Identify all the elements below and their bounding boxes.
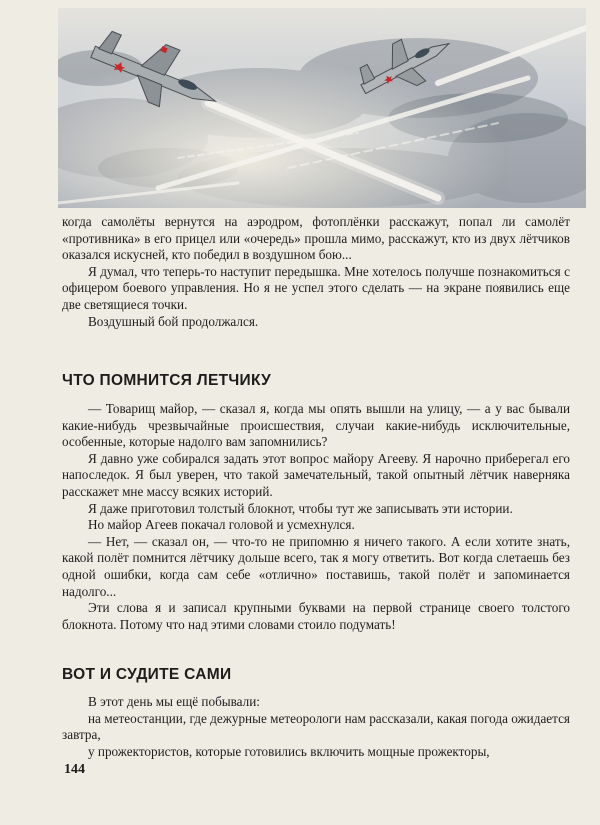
paragraph: В этот день мы ещё побывали:	[88, 694, 260, 709]
paragraph: на метеостанции, где дежурные метеорологи нам рассказали, какая погода ожидается завтра,	[62, 710, 570, 743]
paragraph: Я даже приготовил толстый блокнот, чтобы тут же записывать эти истории.	[88, 500, 513, 516]
section-heading: ЧТО ПОМНИТСЯ ЛЕТЧИКУ	[62, 372, 272, 389]
paragraph: — Товарищ майор, — сказал я, когда мы опять вышли на улицу, — а у вас бывали какие-нибудь чрезвычайные происшествия, случаи какие-нибудь исключительные, особенные, которые надолго вам запомнились?	[62, 401, 570, 450]
paragraph: Но майор Агеев покачал головой и усмехнулся.	[88, 517, 355, 533]
paragraph: Воздушный бой продолжался.	[88, 313, 259, 329]
paragraph: — Нет, — сказал он, — что-то не припомню я ничего такого. А если хотите знать, какой полёт помнится лётчику дольше всего, так я могу ответить. Вот когда слетаешь без одной ошибки, когда сам себе «отлично» поставишь, такой полёт и запоминается надолго...	[62, 533, 570, 599]
section-heading: ВОТ И СУДИТЕ САМИ	[62, 666, 232, 683]
section-2-text	[62, 694, 570, 760]
page-number: 144	[64, 762, 85, 777]
dogfight-illustration	[58, 8, 586, 208]
section-1-text	[62, 401, 570, 633]
paragraph: когда самолёты вернутся на аэродром, фотоплёнки расскажут, попал ли самолёт «противника» в его прицел или «очередь» прошла мимо, расскажут, кто из двух лётчиков оказался искусней, кто победил в воздушном бою...	[62, 214, 570, 263]
paragraph: Я думал, что теперь-то наступит передышка. Мне хотелось получше познакомиться с офицером боевого управления. Но я не успел этого сделать — на экране появились еще две светящиеся точки.	[62, 263, 570, 312]
paragraph: Эти слова я и записал крупными буквами на первой странице своего толстого блокнота. Потому что над этими словами стоило подумать!	[62, 600, 570, 632]
paragraph: Я давно уже собирался задать этот вопрос майору Агееву. Я нарочно приберегал его напоследок. Я был уверен, что такой замечательный, такой опытный лётчик наверняка расскажет мне массу всяких историй.	[62, 450, 570, 499]
paragraph: у прожектористов, которые готовились включить мощные прожекторы,	[88, 743, 490, 759]
intro-text	[62, 214, 570, 330]
